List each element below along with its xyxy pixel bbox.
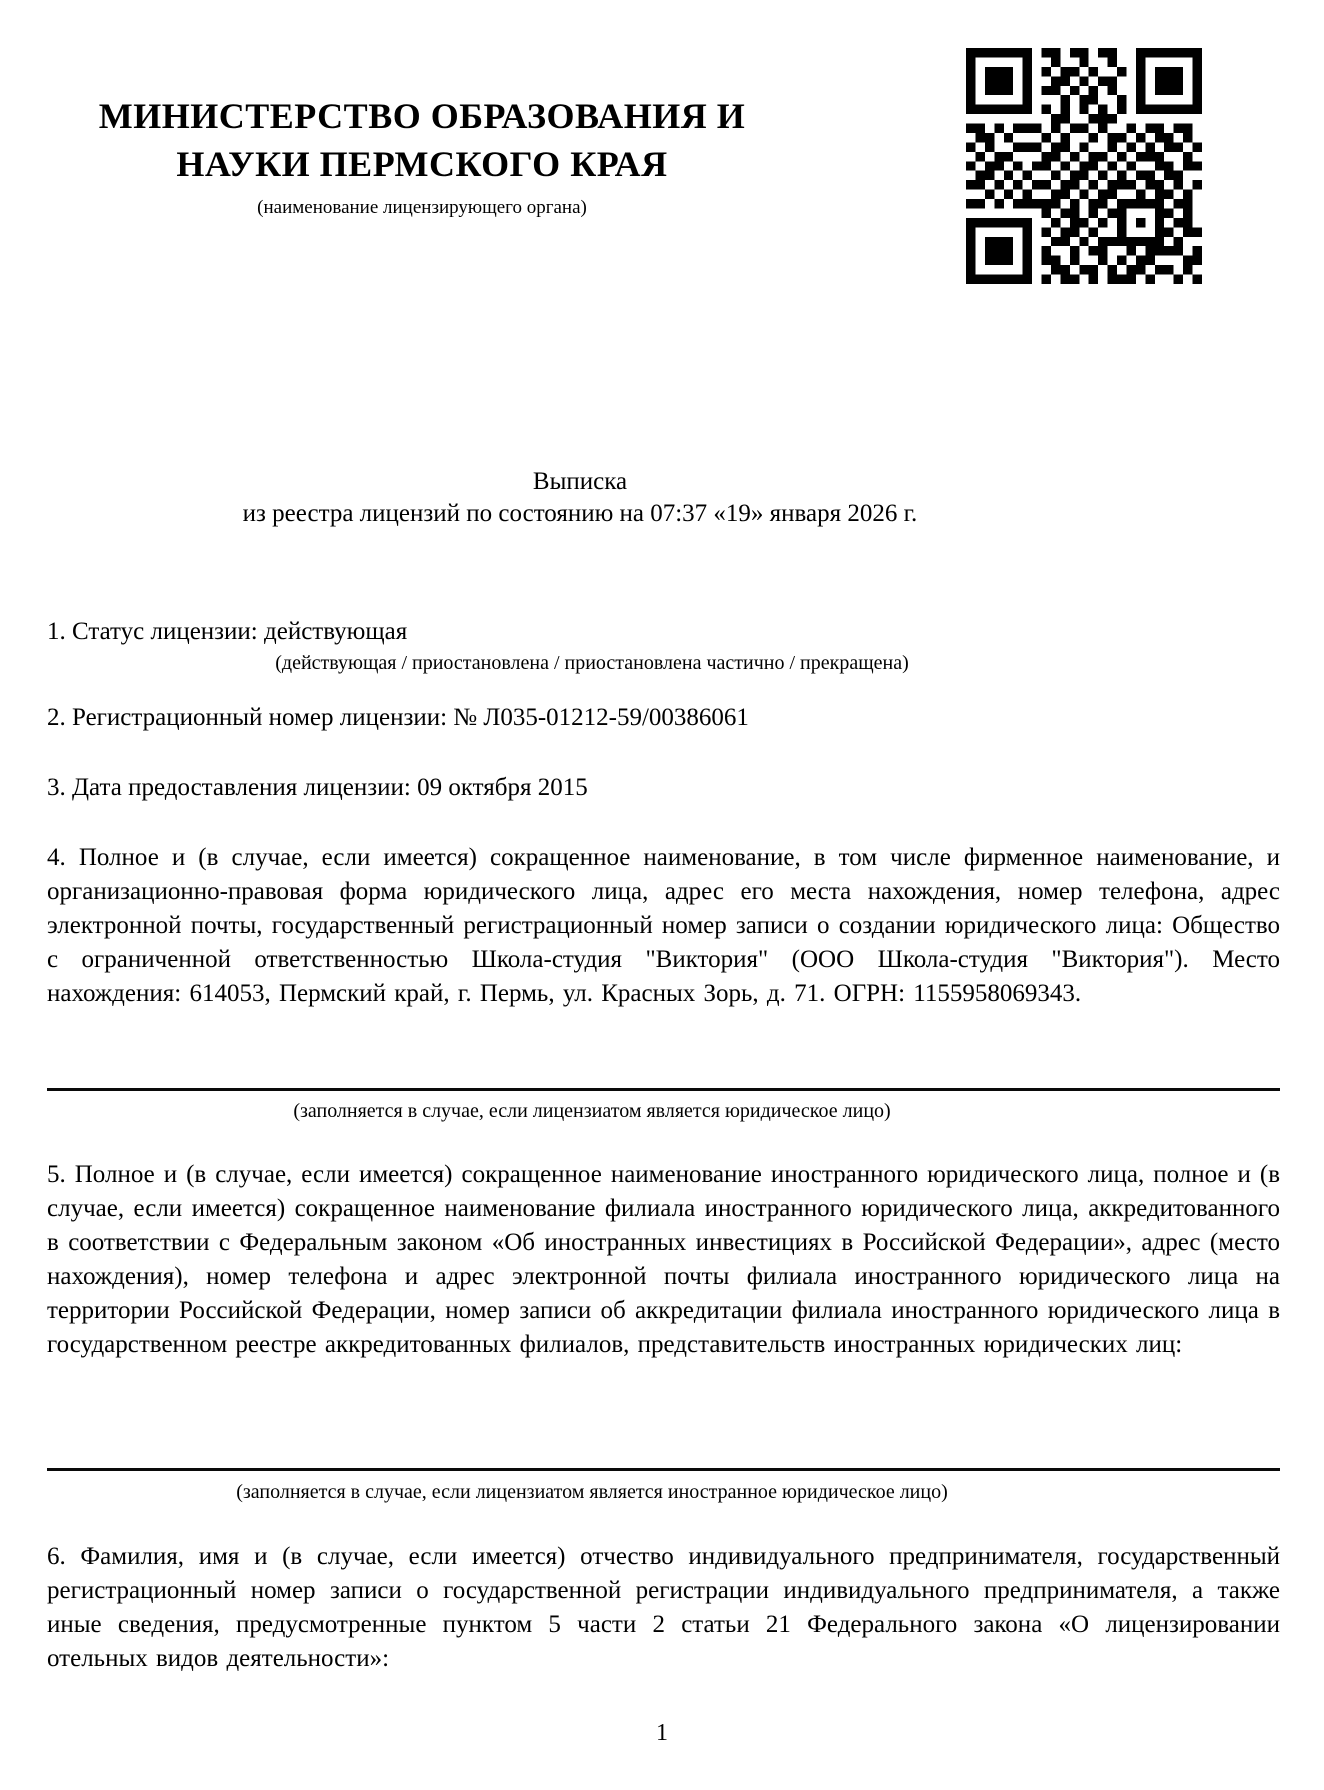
divider-line-2 — [47, 1468, 1280, 1471]
divider-line-1 — [47, 1088, 1280, 1091]
ministry-name-line2: НАУКИ ПЕРМСКОГО КРАЯ — [176, 144, 668, 184]
ministry-caption: (наименование лицензирующего органа) — [257, 197, 587, 218]
item-4-caption: (заполняется в случае, если лицензиатом является юридическое лицо) — [293, 1100, 891, 1122]
item-4-legal-entity-details: 4. Полное и (в случае, если имеется) сокращенное наименование, в том числе фирменное наименование, и организационно-правовая форма юридического лица, адрес его места нахождения, номер телефона, адрес электронной почты, государственный регистрационный номер записи о создании юридического лица: Общество с ограниченной ответственностью Школа-студия "Виктория" (ООО Школа-студия "Виктория"). Место нахождения: 614053, Пермский край, г. Пермь, ул. Красных Зорь, д. 71. ОГРН: 1155958069343. — [47, 844, 1280, 1007]
item-3-license-grant-date: 3. Дата предоставления лицензии: 09 октября 2015 — [47, 774, 588, 801]
item-2-registration-number: 2. Регистрационный номер лицензии: № Л035-01212-59/00386061 — [47, 704, 749, 731]
ministry-name-line1: МИНИСТЕРСТВО ОБРАЗОВАНИЯ И — [98, 96, 746, 136]
item-5-foreign-entity-details: 5. Полное и (в случае, если имеется) сокращенное наименование иностранного юридического лица, полное и (в случае, если имеется) сокращенное наименование филиала иностранного юридического лица, аккредитованного в соответствии с Федеральным законом «Об иностранных инвестициях в Российской Федерации», адрес (место нахождения), номер телефона и адрес электронной почты филиала иностранного юридического лица на территории Российской Федерации, номер записи об аккредитации филиала иностранного юридического лица в государственном реестре аккредитованных филиалов, представительств иностранных юридических лиц: — [47, 1161, 1280, 1358]
document-title-line1: Выписка — [532, 468, 628, 495]
licensing-authority-header — [72, 92, 772, 219]
item-6-individual-entrepreneur-details: 6. Фамилия, имя и (в случае, если имеется) отчество индивидуального предпринимателя, государственный регистрационный номер записи о государственной регистрации индивидуального предпринимателя, а также иные сведения, предусмотренные пунктом 5 части 2 статьи 21 Федерального закона «О лицензировании отельных видов деятельности»: — [47, 1543, 1280, 1672]
qr-code — [966, 48, 1202, 284]
item-1-caption: (действующая / приостановлена / приостановлена частично / прекращена) — [275, 652, 909, 674]
document-title-line2: из реестра лицензий по состоянию на 07:37 «19» января 2026 г. — [242, 500, 918, 527]
ministry-name — [72, 92, 772, 188]
item-1-license-status: 1. Статус лицензии: действующая — [47, 618, 408, 645]
item-5-caption: (заполняется в случае, если лицензиатом является иностранное юридическое лицо) — [236, 1481, 948, 1503]
page-number: 1 — [656, 1720, 668, 1746]
document-title — [40, 466, 1120, 530]
